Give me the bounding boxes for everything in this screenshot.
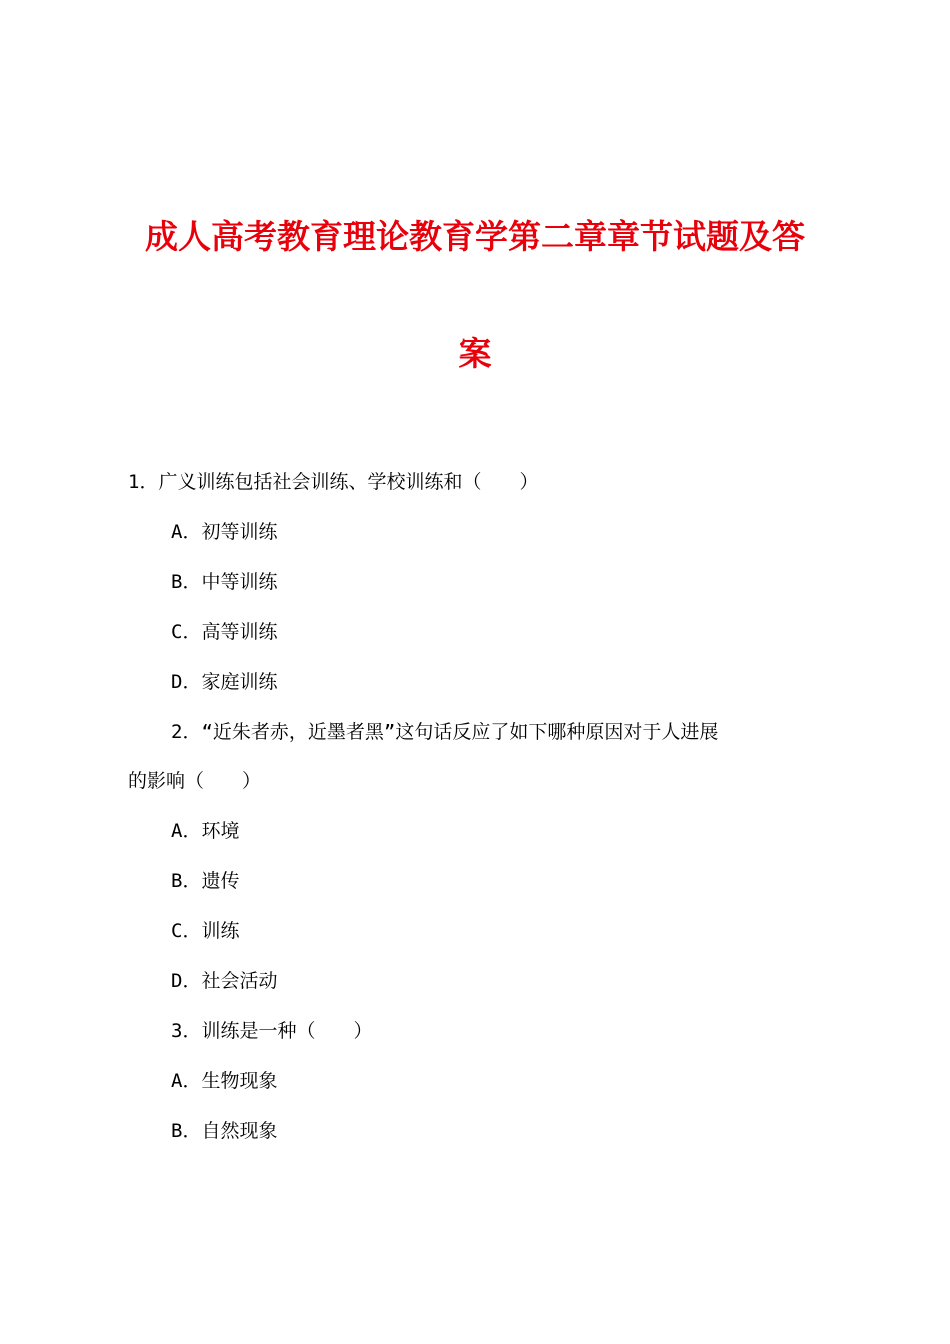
question-1-stem: 1．广义训练包括社会训练、学校训练和（ ）: [128, 471, 539, 493]
question-3-option-a: A．生物现象: [171, 1070, 278, 1092]
document-title-line-2: 案: [458, 334, 492, 373]
question-1-option-c: C．高等训练: [171, 621, 278, 643]
question-2-option-c: C．训练: [171, 920, 240, 942]
question-2-option-d: D．社会活动: [171, 970, 278, 992]
document-title-line-1: 成人高考教育理论教育学第二章章节试题及答: [145, 217, 805, 256]
question-2-option-b: B．遗传: [171, 870, 240, 892]
question-2-stem-line-2: 的影响（ ）: [128, 770, 262, 792]
question-1-option-a: A．初等训练: [171, 521, 278, 543]
question-3-option-b: B．自然现象: [171, 1120, 278, 1142]
question-1-option-b: B．中等训练: [171, 571, 278, 593]
question-1-option-d: D．家庭训练: [171, 671, 278, 693]
question-3-stem: 3．训练是一种（ ）: [171, 1020, 373, 1042]
question-2-stem-line-1: 2．“近朱者赤，近墨者黑”这句话反应了如下哪种原因对于人进展: [171, 721, 719, 743]
question-2-option-a: A．环境: [171, 820, 240, 842]
